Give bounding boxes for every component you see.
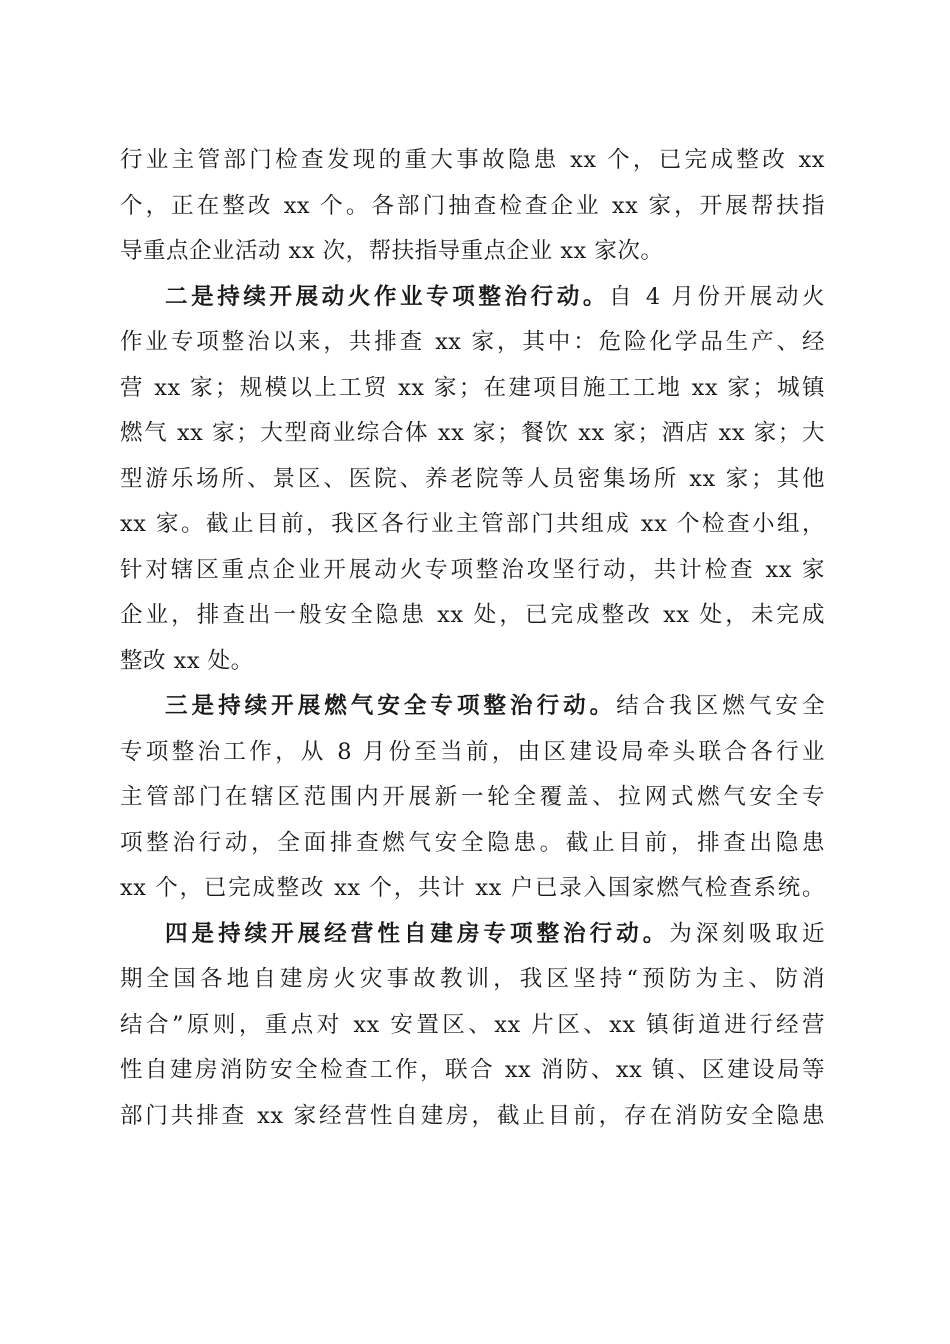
text-line: 营 xx 家；规模以上工贸 xx 家；在建项目施工工地 xx 家；城镇 <box>120 374 825 401</box>
text-line <box>120 684 825 730</box>
text-line: 针对辖区重点企业开展动火专项整治攻坚行动，共计检查 xx 家 <box>120 556 825 583</box>
text-line: xx 个，已完成整改 xx 个，共计 xx 户已录入国家燃气检查系统。 <box>120 875 825 901</box>
paragraph-3 <box>120 684 825 912</box>
paragraph-text: 结合我区燃气安全 <box>616 693 825 719</box>
text-line: 期全国各地自建房火灾事故教训，我区坚持“预防为主、防消 <box>120 966 825 992</box>
text-line: 燃气 xx 家；大型商业综合体 xx 家；餐饮 xx 家；酒店 xx 家；大 <box>120 420 825 446</box>
paragraph-text: 为深刻吸取近 <box>669 920 825 947</box>
text-line: 部门共排查 xx 家经营性自建房，截止目前，存在消防安全隐患 <box>120 1102 825 1129</box>
text-line: 主管部门在辖区范围内开展新一轮全覆盖、拉网式燃气安全专 <box>120 784 825 810</box>
paragraph-lead: 四是持续开展经营性自建房专项整治行动。 <box>165 920 670 947</box>
text-line <box>120 912 825 958</box>
text-line: xx 家。截止目前，我区各行业主管部门共组成 xx 个检查小组， <box>120 511 825 537</box>
paragraph-lead: 二是持续开展动火作业专项整治行动。 <box>165 283 609 310</box>
text-line: 结合”原则，重点对 xx 安置区、xx 片区、xx 镇街道进行经营 <box>120 1011 825 1038</box>
paragraph-lead: 三是持续开展燃气安全专项整治行动。 <box>165 693 617 719</box>
text-line: 项整治行动，全面排查燃气安全隐患。截止目前，排查出隐患 <box>120 829 825 856</box>
text-line: 个，正在整改 xx 个。各部门抽查检查企业 xx 家，开展帮扶指 <box>120 192 825 219</box>
text-line: 整改 xx 处。 <box>120 647 254 674</box>
document-page <box>120 138 825 1139</box>
text-line <box>120 275 825 321</box>
paragraph-2 <box>120 275 825 685</box>
text-line: 专项整治工作，从 8 月份至当前，由区建设局牵头联合各行业 <box>120 738 825 765</box>
text-line: 作业专项整治以来，共排查 xx 家，其中：危险化学品生产、经 <box>120 329 825 355</box>
text-line: 企业，排查出一般安全隐患 xx 处，已完成整改 xx 处，未完成 <box>120 602 825 628</box>
paragraph-text: 自 4 月份开展动火 <box>608 283 825 310</box>
paragraph-1 <box>120 138 825 275</box>
text-line: 行业主管部门检查发现的重大事故隐患 xx 个，已完成整改 xx <box>120 147 825 173</box>
text-line: 导重点企业活动 xx 次，帮扶指导重点企业 xx 家次。 <box>120 238 664 264</box>
text-line: 型游乐场所、景区、医院、养老院等人员密集场所 xx 家；其他 <box>120 465 825 492</box>
text-line: 性自建房消防安全检查工作，联合 xx 消防、xx 镇、区建设局等 <box>120 1057 825 1083</box>
paragraph-4 <box>120 912 825 1140</box>
